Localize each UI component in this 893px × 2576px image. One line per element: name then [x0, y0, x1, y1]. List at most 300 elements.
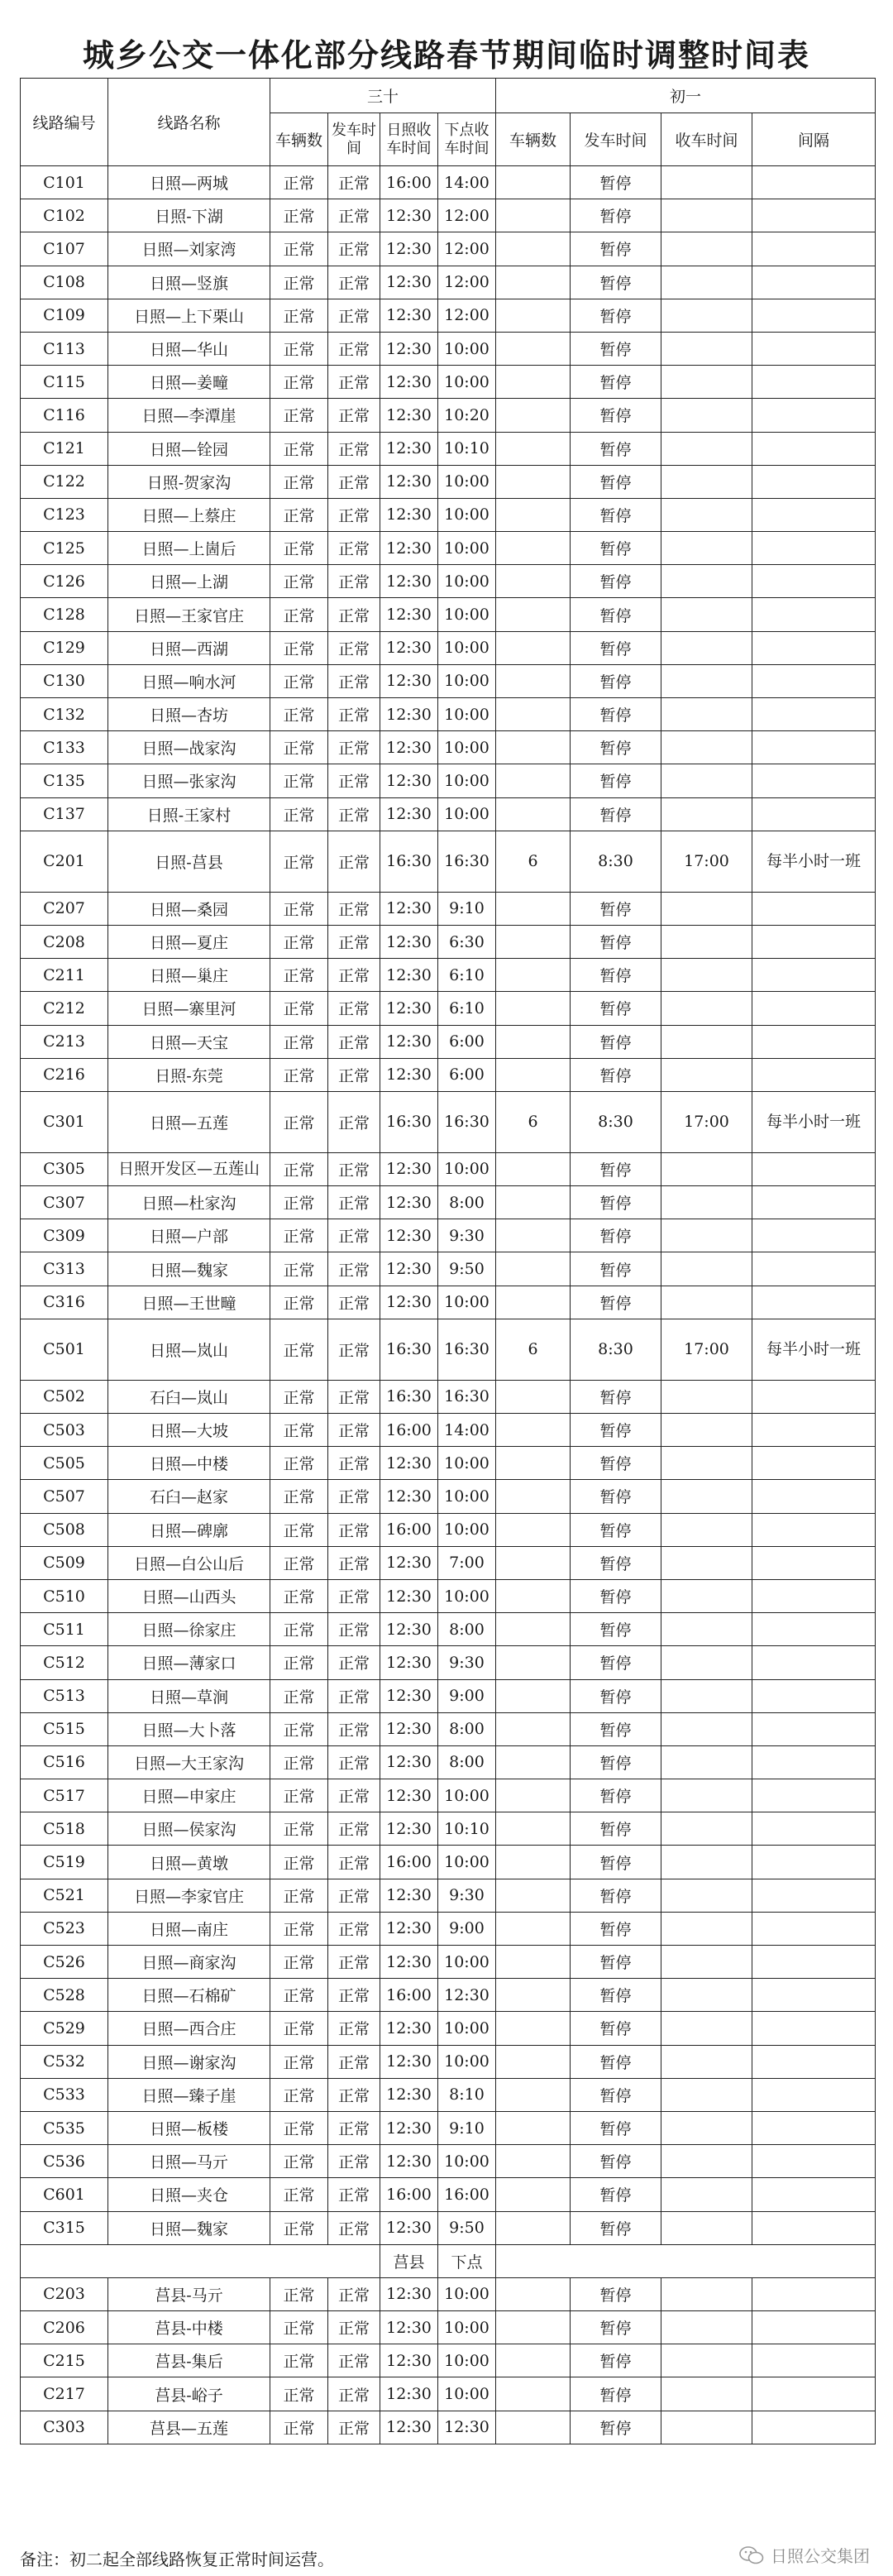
cell-veh: 正常 — [270, 731, 328, 764]
cell-dep: 正常 — [328, 498, 380, 531]
cell-end2 — [661, 1812, 752, 1846]
cell-dep2: 暂停 — [571, 2277, 661, 2310]
table-row — [21, 2377, 876, 2411]
cell-end2 — [661, 1946, 752, 1979]
cell-code: C132 — [21, 698, 108, 731]
cell-code: C207 — [21, 892, 108, 925]
cell-rz: 12:30 — [380, 925, 438, 958]
cell-veh2 — [496, 1646, 571, 1679]
cell-end2 — [661, 2012, 752, 2045]
cell-dep2: 暂停 — [571, 598, 661, 631]
cell-name: 日照—徐家庄 — [108, 1613, 270, 1646]
cell-code: C512 — [21, 1646, 108, 1679]
cell-veh2 — [496, 199, 571, 232]
cell-code: C208 — [21, 925, 108, 958]
cell-rz: 12:30 — [380, 2012, 438, 2045]
cell-xd: 12:00 — [438, 199, 496, 232]
cell-dep2: 暂停 — [571, 992, 661, 1025]
table-row — [21, 2277, 876, 2310]
cell-dep: 正常 — [328, 1513, 380, 1546]
cell-xd: 10:00 — [438, 2377, 496, 2411]
cell-dep2: 暂停 — [571, 1745, 661, 1779]
cell-end2 — [661, 1679, 752, 1712]
cell-dep2: 8:30 — [571, 1319, 661, 1380]
cell-veh2 — [496, 2145, 571, 2178]
cell-veh2 — [496, 1679, 571, 1712]
cell-name: 日照—侯家沟 — [108, 1812, 270, 1846]
cell-name: 日照—王家官庄 — [108, 598, 270, 631]
cell-code: C501 — [21, 1319, 108, 1380]
table-row — [21, 299, 876, 332]
cell-code: C511 — [21, 1613, 108, 1646]
cell-veh2 — [496, 2178, 571, 2211]
cell-dep2: 暂停 — [571, 1219, 661, 1252]
cell-name: 日照—魏家 — [108, 2211, 270, 2244]
cell-intv — [752, 1712, 876, 1745]
cell-code: C126 — [21, 565, 108, 598]
cell-code: C216 — [21, 1058, 108, 1091]
cell-code: C316 — [21, 1286, 108, 1319]
cell-name: 日照—大王家沟 — [108, 1745, 270, 1779]
cell-dep2: 暂停 — [571, 1480, 661, 1513]
cell-xd: 10:00 — [438, 797, 496, 831]
cell-veh2 — [496, 2411, 571, 2444]
cell-xd: 10:00 — [438, 1152, 496, 1185]
cell-veh: 正常 — [270, 664, 328, 697]
cell-code: C101 — [21, 166, 108, 199]
cell-veh2 — [496, 2012, 571, 2045]
cell-code: C519 — [21, 1846, 108, 1879]
cell-xd: 8:10 — [438, 2078, 496, 2111]
cell-dep: 正常 — [328, 2078, 380, 2111]
cell-intv — [752, 2277, 876, 2310]
cell-dep: 正常 — [328, 831, 380, 892]
table-row — [21, 1846, 876, 1879]
header-vehicles-2: 车辆数 — [496, 113, 571, 166]
cell-intv — [752, 764, 876, 797]
cell-end2 — [661, 1745, 752, 1779]
cell-code: C116 — [21, 399, 108, 432]
cell-name: 日照-莒县 — [108, 831, 270, 892]
cell-veh2 — [496, 266, 571, 299]
cell-code: C125 — [21, 532, 108, 565]
cell-intv — [752, 1380, 876, 1413]
cell-dep: 正常 — [328, 2311, 380, 2344]
cell-intv — [752, 366, 876, 399]
table-row — [21, 498, 876, 531]
cell-rz: 12:30 — [380, 1286, 438, 1319]
sub-header-blank-2 — [496, 2244, 876, 2277]
cell-veh2 — [496, 664, 571, 697]
cell-code: C133 — [21, 731, 108, 764]
header-interval: 间隔 — [752, 113, 876, 166]
cell-veh: 正常 — [270, 266, 328, 299]
cell-xd: 10:00 — [438, 465, 496, 498]
cell-end2 — [661, 1219, 752, 1252]
cell-name: 日照—王世疃 — [108, 1286, 270, 1319]
cell-end2 — [661, 166, 752, 199]
cell-xd: 9:30 — [438, 1879, 496, 1912]
cell-xd: 10:10 — [438, 432, 496, 465]
cell-code: C535 — [21, 2111, 108, 2144]
cell-dep2: 暂停 — [571, 1712, 661, 1745]
cell-dep2: 暂停 — [571, 731, 661, 764]
cell-end2 — [661, 2277, 752, 2310]
cell-veh: 正常 — [270, 598, 328, 631]
cell-end2 — [661, 299, 752, 332]
cell-veh: 正常 — [270, 1912, 328, 1945]
cell-name: 日照—白公山后 — [108, 1546, 270, 1579]
cell-veh: 正常 — [270, 1414, 328, 1447]
cell-veh2 — [496, 532, 571, 565]
cell-dep: 正常 — [328, 992, 380, 1025]
cell-rz: 12:30 — [380, 1646, 438, 1679]
cell-name: 日照—桑园 — [108, 892, 270, 925]
table-row — [21, 2178, 876, 2211]
cell-dep: 正常 — [328, 1879, 380, 1912]
cell-dep: 正常 — [328, 565, 380, 598]
cell-dep2: 暂停 — [571, 1846, 661, 1879]
cell-xd: 16:30 — [438, 1319, 496, 1380]
cell-dep: 正常 — [328, 366, 380, 399]
cell-dep2: 暂停 — [571, 1779, 661, 1812]
cell-name: 日照—两城 — [108, 166, 270, 199]
cell-rz: 12:30 — [380, 2045, 438, 2078]
sub-header-section — [21, 2244, 876, 2277]
cell-rz: 12:30 — [380, 2078, 438, 2111]
cell-code: C215 — [21, 2344, 108, 2377]
cell-intv — [752, 1879, 876, 1912]
cell-dep2: 暂停 — [571, 1679, 661, 1712]
cell-veh: 正常 — [270, 1579, 328, 1612]
cell-rz: 12:30 — [380, 1745, 438, 1779]
cell-name: 日照—五莲 — [108, 1091, 270, 1152]
cell-rz: 16:00 — [380, 1414, 438, 1447]
cell-dep2: 暂停 — [571, 2045, 661, 2078]
cell-rz: 12:30 — [380, 892, 438, 925]
cell-intv: 每半小时一班 — [752, 1091, 876, 1152]
cell-intv — [752, 1946, 876, 1979]
cell-code: C502 — [21, 1380, 108, 1413]
cell-dep2: 暂停 — [571, 2111, 661, 2144]
cell-veh: 正常 — [270, 1846, 328, 1879]
cell-xd: 10:00 — [438, 1946, 496, 1979]
cell-veh: 正常 — [270, 1219, 328, 1252]
table-row — [21, 1058, 876, 1091]
cell-end2 — [661, 2411, 752, 2444]
cell-code: C516 — [21, 1745, 108, 1779]
cell-name: 日照—上下栗山 — [108, 299, 270, 332]
cell-code: C515 — [21, 1712, 108, 1745]
table-row — [21, 2344, 876, 2377]
cell-name: 日照—黄墩 — [108, 1846, 270, 1879]
cell-dep: 正常 — [328, 2211, 380, 2244]
cell-name: 日照—南庄 — [108, 1912, 270, 1945]
sub-header-blank — [21, 2244, 380, 2277]
cell-name: 莒县-集后 — [108, 2344, 270, 2377]
cell-name: 日照—铨园 — [108, 432, 270, 465]
cell-veh2 — [496, 166, 571, 199]
table-row — [21, 1319, 876, 1380]
cell-veh2 — [496, 498, 571, 531]
cell-name: 石臼—赵家 — [108, 1480, 270, 1513]
cell-intv — [752, 1186, 876, 1219]
cell-end2: 17:00 — [661, 1091, 752, 1152]
cell-xd: 10:00 — [438, 366, 496, 399]
cell-name: 日照-王家村 — [108, 797, 270, 831]
cell-end2 — [661, 2111, 752, 2144]
cell-rz: 12:30 — [380, 532, 438, 565]
cell-rz: 12:30 — [380, 1447, 438, 1480]
cell-veh: 正常 — [270, 631, 328, 664]
cell-dep: 正常 — [328, 465, 380, 498]
cell-end2 — [661, 2045, 752, 2078]
cell-intv — [752, 199, 876, 232]
cell-intv: 每半小时一班 — [752, 1319, 876, 1380]
cell-veh2 — [496, 332, 571, 365]
cell-dep: 正常 — [328, 2012, 380, 2045]
cell-end2 — [661, 1058, 752, 1091]
cell-intv — [752, 232, 876, 266]
cell-rz: 16:30 — [380, 1091, 438, 1152]
cell-dep2: 暂停 — [571, 2344, 661, 2377]
table-body-juxian — [21, 2277, 876, 2444]
cell-name: 日照—寨里河 — [108, 992, 270, 1025]
header-name: 线路名称 — [108, 79, 270, 166]
cell-name: 日照—草涧 — [108, 1679, 270, 1712]
cell-veh: 正常 — [270, 1447, 328, 1480]
cell-veh2 — [496, 959, 571, 992]
sub-header-juxian: 莒县 — [380, 2244, 438, 2277]
cell-dep: 正常 — [328, 1846, 380, 1879]
cell-veh: 正常 — [270, 1812, 328, 1846]
cell-intv: 每半小时一班 — [752, 831, 876, 892]
cell-veh: 正常 — [270, 797, 328, 831]
cell-dep: 正常 — [328, 166, 380, 199]
cell-end2 — [661, 1025, 752, 1058]
table-body — [21, 166, 876, 2245]
cell-dep: 正常 — [328, 1186, 380, 1219]
cell-intv — [752, 698, 876, 731]
cell-veh2 — [496, 2377, 571, 2411]
table-row — [21, 2078, 876, 2111]
cell-dep2: 暂停 — [571, 2411, 661, 2444]
cell-veh: 正常 — [270, 764, 328, 797]
cell-intv — [752, 2111, 876, 2144]
cell-code: C529 — [21, 2012, 108, 2045]
cell-dep2: 暂停 — [571, 2012, 661, 2045]
cell-xd: 8:00 — [438, 1712, 496, 1745]
header-vehicles: 车辆数 — [270, 113, 328, 166]
cell-name: 莒县—五莲 — [108, 2411, 270, 2444]
cell-xd: 12:00 — [438, 232, 496, 266]
cell-rz: 12:30 — [380, 1812, 438, 1846]
cell-end2 — [661, 232, 752, 266]
cell-veh2 — [496, 1058, 571, 1091]
table-row — [21, 1679, 876, 1712]
cell-name: 莒县-马亓 — [108, 2277, 270, 2310]
cell-rz: 12:30 — [380, 1912, 438, 1945]
cell-name: 日照—杏坊 — [108, 698, 270, 731]
cell-veh: 正常 — [270, 2178, 328, 2211]
table-row — [21, 366, 876, 399]
cell-veh: 正常 — [270, 565, 328, 598]
table-row — [21, 1380, 876, 1413]
cell-rz: 16:00 — [380, 2178, 438, 2211]
cell-name: 日照—姜疃 — [108, 366, 270, 399]
cell-veh: 正常 — [270, 299, 328, 332]
cell-end2 — [661, 731, 752, 764]
table-row — [21, 1745, 876, 1779]
cell-rz: 12:30 — [380, 399, 438, 432]
cell-code: C129 — [21, 631, 108, 664]
cell-veh: 正常 — [270, 1946, 328, 1979]
cell-end2 — [661, 631, 752, 664]
cell-veh: 正常 — [270, 465, 328, 498]
cell-end2 — [661, 565, 752, 598]
table-row — [21, 2411, 876, 2444]
cell-end2 — [661, 2178, 752, 2211]
cell-name: 日照—臻子崖 — [108, 2078, 270, 2111]
cell-name: 日照—杜家沟 — [108, 1186, 270, 1219]
table-row — [21, 831, 876, 892]
cell-end2 — [661, 992, 752, 1025]
cell-veh2 — [496, 1946, 571, 1979]
cell-name: 日照—马亓 — [108, 2145, 270, 2178]
cell-intv — [752, 1286, 876, 1319]
cell-xd: 10:00 — [438, 698, 496, 731]
cell-intv — [752, 465, 876, 498]
cell-name: 日照—谢家沟 — [108, 2045, 270, 2078]
cell-veh2 — [496, 764, 571, 797]
table-row — [21, 232, 876, 266]
cell-code: C115 — [21, 366, 108, 399]
cell-xd: 8:00 — [438, 1745, 496, 1779]
table-row — [21, 2045, 876, 2078]
cell-dep: 正常 — [328, 1025, 380, 1058]
cell-name: 日照—上蔡庄 — [108, 498, 270, 531]
table-row — [21, 631, 876, 664]
cell-dep: 正常 — [328, 299, 380, 332]
cell-intv — [752, 166, 876, 199]
cell-name: 日照—薄家口 — [108, 1646, 270, 1679]
cell-veh2 — [496, 2078, 571, 2111]
cell-rz: 12:30 — [380, 1579, 438, 1612]
cell-code: C206 — [21, 2311, 108, 2344]
cell-intv — [752, 892, 876, 925]
cell-name: 莒县-峪子 — [108, 2377, 270, 2411]
cell-veh2 — [496, 2111, 571, 2144]
cell-rz: 12:30 — [380, 199, 438, 232]
cell-dep2: 暂停 — [571, 1613, 661, 1646]
cell-code: C533 — [21, 2078, 108, 2111]
cell-dep2: 暂停 — [571, 698, 661, 731]
cell-dep: 正常 — [328, 199, 380, 232]
cell-veh2 — [496, 1912, 571, 1945]
cell-intv — [752, 1745, 876, 1779]
table-row — [21, 1447, 876, 1480]
cell-end2 — [661, 1712, 752, 1745]
cell-dep: 正常 — [328, 1152, 380, 1185]
cell-name: 日照—西湖 — [108, 631, 270, 664]
cell-xd: 10:00 — [438, 1579, 496, 1612]
cell-intv — [752, 2311, 876, 2344]
cell-dep2: 暂停 — [571, 1252, 661, 1286]
table-row — [21, 432, 876, 465]
cell-veh2 — [496, 1979, 571, 2012]
cell-name: 日照—刘家湾 — [108, 232, 270, 266]
cell-name: 日照—竖旗 — [108, 266, 270, 299]
cell-dep: 正常 — [328, 764, 380, 797]
cell-rz: 12:30 — [380, 2145, 438, 2178]
cell-end2 — [661, 1414, 752, 1447]
cell-intv — [752, 565, 876, 598]
cell-dep: 正常 — [328, 2045, 380, 2078]
cell-end2 — [661, 2377, 752, 2411]
cell-name: 石臼—岚山 — [108, 1380, 270, 1413]
cell-dep: 正常 — [328, 1480, 380, 1513]
table-row — [21, 1613, 876, 1646]
cell-rz: 12:30 — [380, 366, 438, 399]
cell-veh2 — [496, 797, 571, 831]
cell-veh2 — [496, 2211, 571, 2244]
cell-dep2: 暂停 — [571, 166, 661, 199]
table-row — [21, 992, 876, 1025]
cell-name: 日照-东莞 — [108, 1058, 270, 1091]
cell-xd: 10:00 — [438, 565, 496, 598]
cell-code: C212 — [21, 992, 108, 1025]
cell-xd: 10:00 — [438, 1286, 496, 1319]
cell-intv — [752, 2377, 876, 2411]
cell-veh2 — [496, 1152, 571, 1185]
cell-code: C102 — [21, 199, 108, 232]
cell-dep: 正常 — [328, 2111, 380, 2144]
cell-veh2 — [496, 1613, 571, 1646]
cell-xd: 10:00 — [438, 2145, 496, 2178]
cell-name: 日照—巢庄 — [108, 959, 270, 992]
cell-veh2 — [496, 1447, 571, 1480]
cell-end2 — [661, 432, 752, 465]
cell-xd: 10:10 — [438, 1812, 496, 1846]
cell-veh: 正常 — [270, 1646, 328, 1679]
cell-veh: 正常 — [270, 1058, 328, 1091]
cell-veh: 正常 — [270, 199, 328, 232]
cell-dep: 正常 — [328, 266, 380, 299]
cell-rz: 12:30 — [380, 2377, 438, 2411]
cell-end2 — [661, 199, 752, 232]
table-row — [21, 959, 876, 992]
cell-dep2: 暂停 — [571, 2311, 661, 2344]
cell-veh: 正常 — [270, 399, 328, 432]
cell-rz: 12:30 — [380, 565, 438, 598]
cell-name: 日照—响水河 — [108, 664, 270, 697]
cell-dep: 正常 — [328, 797, 380, 831]
cell-code: C507 — [21, 1480, 108, 1513]
cell-veh: 正常 — [270, 2111, 328, 2144]
cell-dep2: 暂停 — [571, 2178, 661, 2211]
cell-veh2 — [496, 1846, 571, 1879]
cell-end2 — [661, 465, 752, 498]
cell-dep2: 暂停 — [571, 399, 661, 432]
cell-dep: 正常 — [328, 1712, 380, 1745]
cell-veh: 正常 — [270, 1546, 328, 1579]
cell-dep: 正常 — [328, 1447, 380, 1480]
cell-end2 — [661, 366, 752, 399]
cell-rz: 12:30 — [380, 1946, 438, 1979]
cell-rz: 12:30 — [380, 299, 438, 332]
cell-xd: 10:00 — [438, 498, 496, 531]
cell-veh2 — [496, 299, 571, 332]
